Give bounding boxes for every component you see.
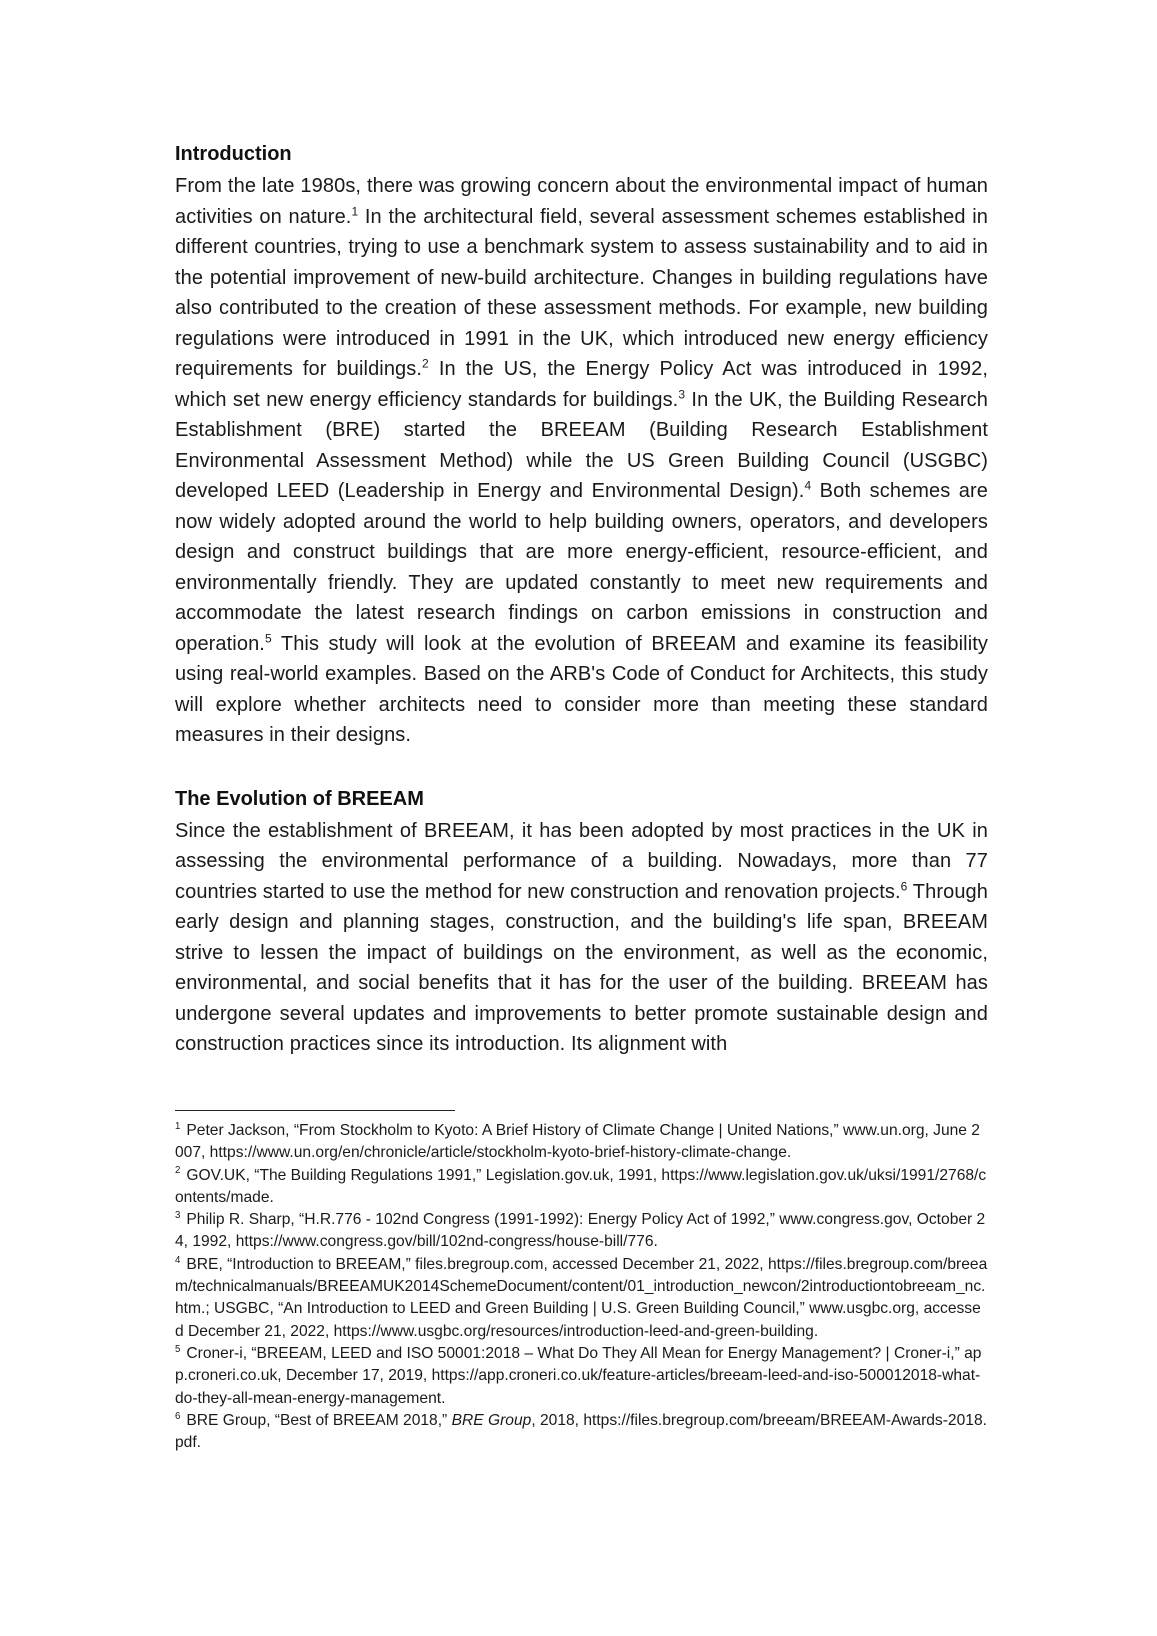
intro-text-4: In the UK, the Building Research Establishment (BRE) started the BREEAM (Building Research Establishment Environmental Assessment Method) while the US Green Building Council (USGBC) developed LEED (Leadership in Energy and Environmental Design). bbox=[175, 388, 988, 502]
footnote-text-post: , 2018, https://files.bregroup.com/breeam/BREEAM-Awards-2018.pdf. bbox=[175, 1411, 987, 1452]
footnote-number: 2 bbox=[175, 1165, 181, 1177]
footnote-number: 6 bbox=[175, 1410, 181, 1422]
intro-text-5: Both schemes are now widely adopted around the world to help building owners, operators, and developers design and construct buildings that are more energy-efficient, resource-efficient, and environmentally friendly. They are updated constantly to meet new requirements and accommodate the latest research findings on carbon emissions in construction and operation. bbox=[175, 480, 988, 655]
evolution-text-2: Through early design and planning stages, construction, and the building's life span, BREEAM strive to lessen the impact of buildings on the environment, as well as the economic, environmental, and social benefits that it has for the user of the building. BREEAM has undergone several updates and improvements to better promote sustainable design and construction practices since its introduction. Its alignment with bbox=[175, 880, 988, 1055]
footnote-text: BRE, “Introduction to BREEAM,” files.bregroup.com, accessed December 21, 2022, https://files.bregroup.com/breeam/technicalmanuals/BREEAMUK2014SchemeDocument/content/01_introduction_newcon/2introductiontobreeam_nc.htm.; USGBC, “An Introduction to LEED and Green Building | U.S. Green Building Council,” www.usgbc.org, accessed December 21, 2022, https://www.usgbc.org/resources/introduction-leed-and-green-building. bbox=[175, 1255, 988, 1340]
footnote-number: 3 bbox=[175, 1210, 181, 1221]
footnote-ref-2[interactable]: 2 bbox=[422, 356, 429, 371]
intro-heading: Introduction bbox=[175, 143, 292, 165]
intro-text-6: This study will look at the evolution of BREEAM and examine its feasibility using real-world examples. Based on the ARB's Code of Conduct for Architects, this study will explore whether architects need to consider more than meeting these standard measures in their designs. bbox=[175, 632, 988, 746]
footnote-number: 4 bbox=[175, 1254, 181, 1266]
evolution-heading: The Evolution of BREEAM bbox=[175, 787, 424, 810]
footnote-1 bbox=[175, 1120, 988, 1165]
footnote-text: Philip R. Sharp, “H.R.776 - 102nd Congress (1991-1992): Energy Policy Act of 1992,” www.congress.gov, October 24, 1992, https://www.congress.gov/bill/102nd-congress/house-bill/776. bbox=[175, 1211, 986, 1251]
section-spacer bbox=[175, 751, 988, 784]
footnote-ref-6[interactable]: 6 bbox=[900, 878, 908, 893]
footnote-number: 5 bbox=[175, 1343, 181, 1355]
footnote-6 bbox=[175, 1410, 988, 1455]
footnote-4 bbox=[175, 1254, 988, 1343]
footnote-3 bbox=[175, 1209, 988, 1254]
footnote-text: GOV.UK, “The Building Regulations 1991,” Legislation.gov.uk, 1991, https://www.legislation.gov.uk/uksi/1991/2768/contents/made. bbox=[175, 1166, 987, 1206]
footnote-number: 1 bbox=[175, 1120, 181, 1132]
page-body bbox=[175, 139, 988, 1060]
intro-text-1: From the late 1980s, there was growing concern about the environmental impact of human activities on nature. bbox=[175, 175, 988, 228]
footnote-ref-3[interactable]: 3 bbox=[678, 386, 686, 401]
evolution-paragraph bbox=[175, 816, 988, 1060]
footnote-ref-5[interactable]: 5 bbox=[264, 630, 272, 645]
footnotes bbox=[175, 1120, 988, 1454]
footnote-text-pre: BRE Group, “Best of BREEAM 2018,” bbox=[186, 1411, 452, 1429]
footnote-text: Peter Jackson, “From Stockholm to Kyoto: A Brief History of Climate Change | United Nations,” www.un.org, June 2007, https://www.un.org/en/chronicle/article/stockholm-kyoto-brief-history-climate-change. bbox=[175, 1122, 980, 1162]
footnote-ref-1[interactable]: 1 bbox=[351, 203, 359, 218]
intro-paragraph bbox=[175, 171, 988, 751]
footnote-5 bbox=[175, 1343, 988, 1410]
footnote-divider bbox=[175, 1110, 455, 1111]
footnote-text-italic: BRE Group bbox=[451, 1411, 532, 1429]
footnote-2 bbox=[175, 1165, 988, 1210]
intro-text-3: In the US, the Energy Policy Act was introduced in 1992, which set new energy efficiency standards for buildings. bbox=[175, 358, 989, 411]
footnote-ref-4[interactable]: 4 bbox=[804, 478, 812, 493]
intro-text-2: In the architectural field, several assessment schemes established in different countries, trying to use a benchmark system to assess sustainability and to aid in the potential improvement of new-build architecture. Changes in building regulations have also contributed to the creation of these assessment methods. For example, new building regulations were introduced in 1991 in the UK, which introduced new energy efficiency requirements for buildings. bbox=[175, 205, 988, 380]
evolution-text-1: Since the establishment of BREEAM, it has been adopted by most practices in the UK in assessing the environmental performance of a building. Nowadays, more than 77 countries started to use the method for new construction and renovation projects. bbox=[175, 819, 988, 903]
footnote-text: Croner-i, “BREEAM, LEED and ISO 50001:2018 – What Do They All Mean for Energy Management? | Croner-i,” app.croneri.co.uk, December 17, 2019, https://app.croneri.co.uk/feature-articles/breeam-leed-and-iso-500012018-what-do-they-all-mean-energy-management. bbox=[175, 1344, 982, 1407]
